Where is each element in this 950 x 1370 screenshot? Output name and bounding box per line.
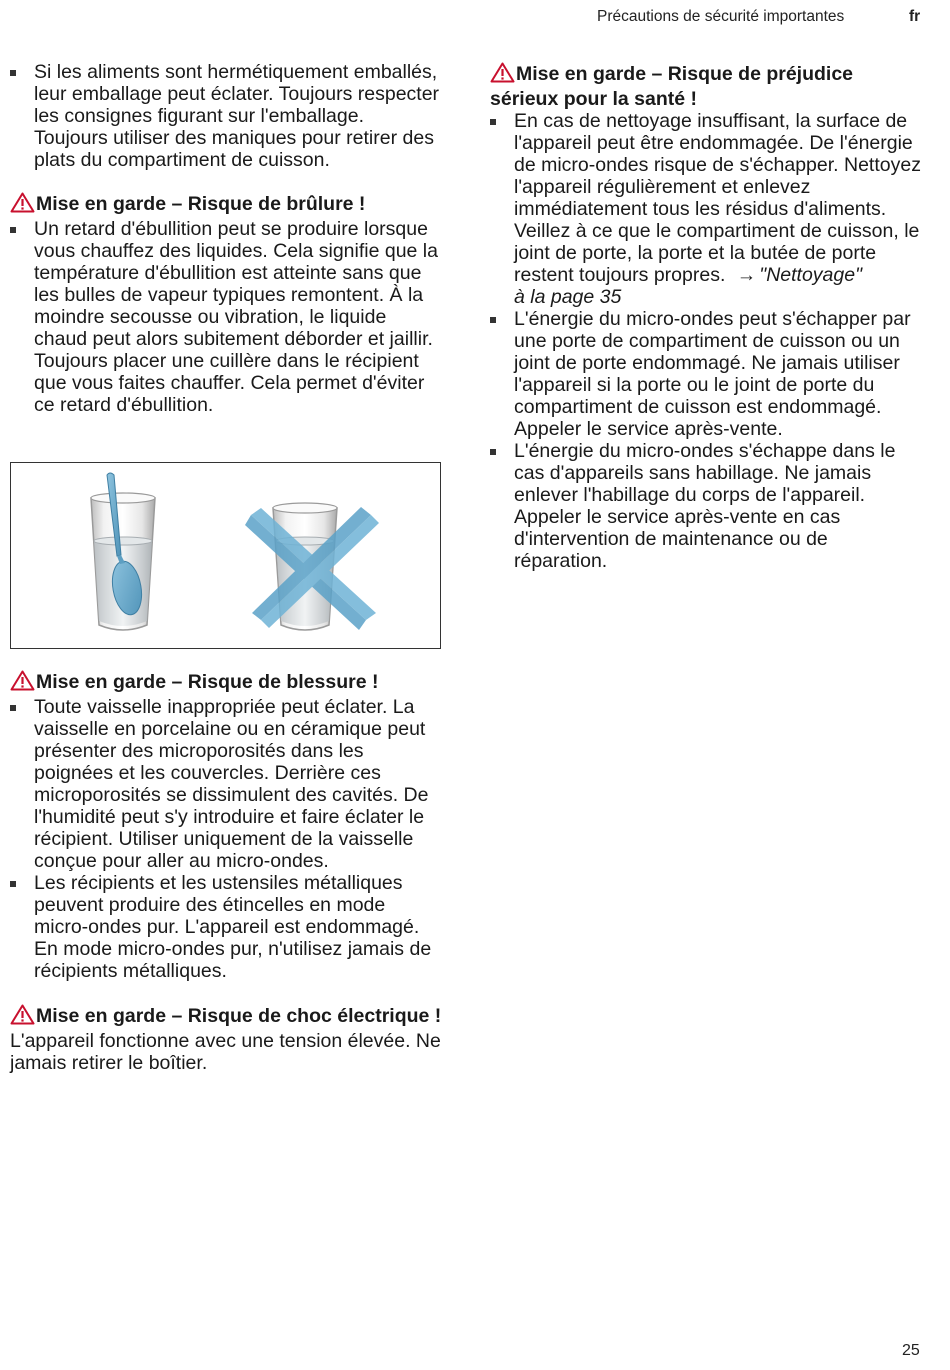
list-item — [10, 61, 442, 171]
warning-title: Mise en garde – Risque de brûlure ! — [36, 193, 366, 215]
right-column — [490, 62, 925, 572]
header-section-title: Précautions de sécurité importantes — [597, 8, 845, 25]
list-item — [490, 308, 925, 440]
arrow-right-icon: → — [736, 264, 757, 286]
page-number: 25 — [902, 1342, 920, 1359]
list-item-text: L'énergie du micro-ondes peut s'échapper par une porte de compartiment de cuisson ou un joint de porte endommagé. Ne jamais utiliser l'appareil si la porte ou le joint de porte du compartiment de cuisson est endommagé. Appeler le service après-vente. — [514, 308, 911, 440]
bullet-square-icon — [490, 119, 496, 125]
bullet-square-icon — [490, 449, 496, 455]
list-item-text: En cas de nettoyage insuffisant, la surface de l'appareil peut être endommagée. De l'énergie de micro-ondes risque de s'échapper. Nettoyez l'appareil régulièrement et enlevez immédiatement tous les résidus d'aliments. Veillez à ce que le compartiment de cuisson, le joint de porte, la porte et la butée de porte restent toujours propres. — [514, 110, 921, 286]
left-column-bottom — [10, 670, 442, 1074]
list-item — [10, 872, 442, 982]
warning-title: Mise en garde – Risque de préjudice sérieux pour la santé ! — [490, 63, 854, 110]
bullet-square-icon — [490, 317, 496, 323]
list-item — [490, 110, 925, 308]
warning-heading-injury — [10, 670, 442, 696]
injury-list — [10, 696, 442, 982]
list-item-text: Les récipients et les ustensiles métalliques peuvent produire des étincelles en mode micro-ondes pur. L'appareil est endommagé. En mode micro-ondes pur, n'utilisez jamais de récipients métalliques. — [34, 872, 432, 982]
glasses-with-and-without-spoon-image — [11, 463, 440, 648]
boiling-delay-illustration — [10, 462, 441, 649]
warning-heading-health — [490, 62, 925, 110]
header-language-code: fr — [909, 8, 921, 25]
list-item — [10, 218, 442, 416]
warning-triangle-icon — [10, 670, 35, 696]
burn-list — [10, 218, 442, 416]
list-item-text: Un retard d'ébullition peut se produire lorsque vous chauffez des liquides. Cela signifie que la température d'ébullition est atteinte sans que les bulles de vapeur typiques remontent. À la moindre secousse ou vibration, le liquide chaud peut alors subitement déborder et jaillir. Toujours placer une cuillère dans le récipient que vous faites chauffer. Cela permet d'éviter ce retard d'ébullition. — [34, 218, 438, 416]
warning-title: Mise en garde – Risque de choc électrique ! — [36, 1005, 442, 1027]
bullet-square-icon — [10, 227, 16, 233]
cross-reference-link[interactable]: "Nettoyage" — [759, 264, 863, 286]
warning-triangle-icon — [10, 1004, 35, 1030]
glass-with-spoon — [91, 473, 155, 630]
cross-reference-page[interactable]: à la page 35 — [514, 286, 622, 308]
list-item — [10, 696, 442, 872]
left-column-top — [10, 61, 442, 416]
list-item — [490, 440, 925, 572]
list-item-text: Si les aliments sont hermétiquement emballés, leur emballage peut éclater. Toujours respecter les consignes figurant sur l'emballage. Toujours utiliser des maniques pour retirer des plats du compartiment de cuisson. — [34, 61, 440, 171]
list-item-text: Toute vaisselle inappropriée peut éclater. La vaisselle en porcelaine ou en céramique peut présenter des microporosités dans les poignées et les couvercles. Derrière ces microporosités se dissimulent des cavités. De l'humidité peut s'y introduire et faire éclater le récipient. Utiliser uniquement de la vaisselle conçue pour aller au micro-ondes. — [34, 696, 429, 872]
warning-heading-burn — [10, 192, 442, 218]
bullet-square-icon — [10, 705, 16, 711]
warning-heading-electric-shock — [10, 1004, 442, 1030]
list-item-text: L'énergie du micro-ondes s'échappe dans le cas d'appareils sans habillage. Ne jamais enlever l'habillage du corps de l'appareil. Appeler le service après-vente en cas d'intervention de maintenance ou de réparation. — [514, 440, 896, 572]
bullet-square-icon — [10, 70, 16, 76]
intro-list — [10, 61, 442, 171]
health-list — [490, 110, 925, 572]
bullet-square-icon — [10, 881, 16, 887]
warning-title: Mise en garde – Risque de blessure ! — [36, 671, 379, 693]
warning-triangle-icon — [490, 62, 515, 88]
warning-triangle-icon — [10, 192, 35, 218]
shock-text: L'appareil fonctionne avec une tension élevée. Ne jamais retirer le boîtier. — [10, 1030, 441, 1074]
